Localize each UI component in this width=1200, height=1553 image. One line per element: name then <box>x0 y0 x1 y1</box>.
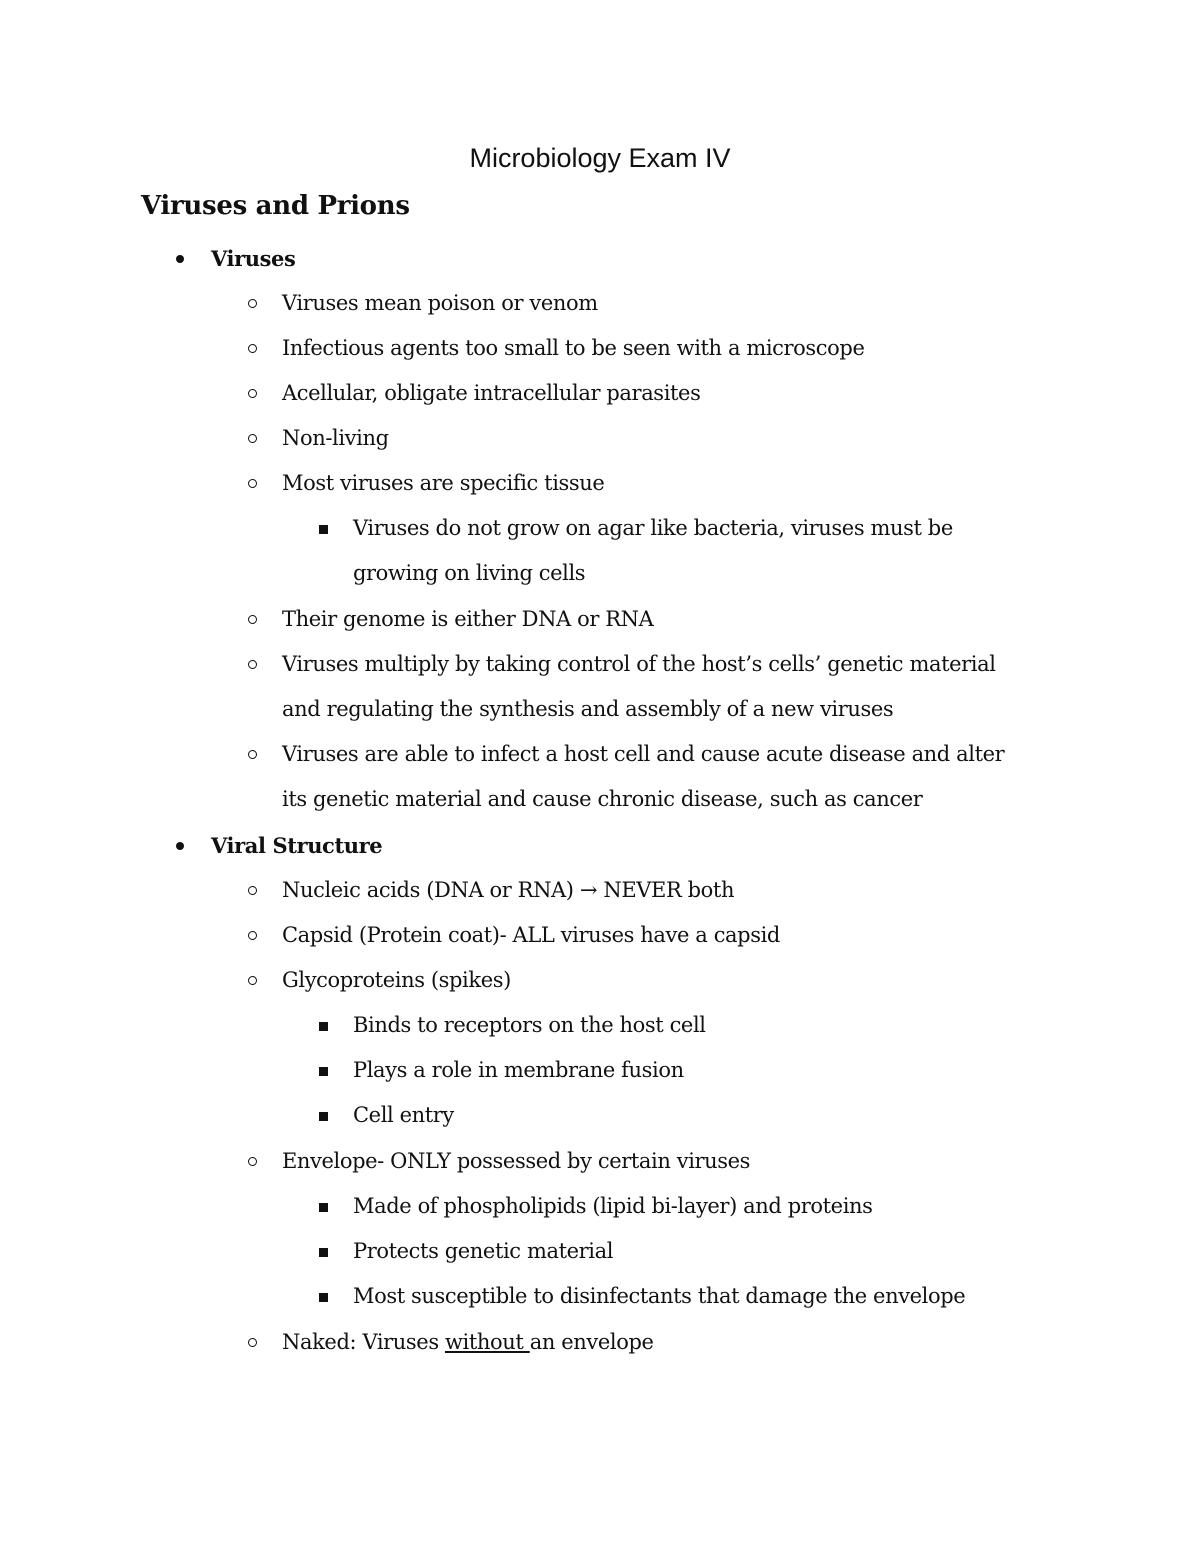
list-item: Their genome is either DNA or RNA <box>282 607 654 631</box>
list-item: Protects genetic material <box>353 1239 614 1263</box>
circle-bullet-icon <box>248 1157 257 1166</box>
list-item-continuation: its genetic material and cause chronic disease, such as cancer <box>282 787 923 811</box>
square-bullet-icon <box>319 1067 328 1076</box>
disc-bullet-icon <box>176 255 184 263</box>
list-item: Binds to receptors on the host cell <box>353 1013 706 1037</box>
circle-bullet-icon <box>248 886 257 895</box>
circle-bullet-icon <box>248 931 257 940</box>
list-item: Nucleic acids (DNA or RNA) → NEVER both <box>282 878 735 902</box>
naked-suffix: an envelope <box>529 1330 654 1354</box>
list-item: Viruses multiply by taking control of the host’s cells’ genetic material <box>282 652 996 676</box>
square-bullet-icon <box>319 1203 328 1212</box>
circle-bullet-icon <box>248 1338 257 1347</box>
circle-bullet-icon <box>248 344 257 353</box>
disc-bullet-icon <box>176 842 184 850</box>
naked-underlined-word: without <box>444 1330 530 1354</box>
list-item: Cell entry <box>353 1103 454 1127</box>
circle-bullet-icon <box>248 615 257 624</box>
circle-bullet-icon <box>248 976 257 985</box>
list-item-continuation: and regulating the synthesis and assembly of a new viruses <box>282 697 894 721</box>
square-bullet-icon <box>319 1248 328 1257</box>
square-bullet-icon <box>319 525 328 534</box>
list-item: Viruses are able to infect a host cell and cause acute disease and alter <box>282 742 1005 766</box>
list-item: Viruses mean poison or venom <box>282 291 598 315</box>
list-item: Envelope- ONLY possessed by certain viruses <box>282 1149 751 1173</box>
list-item: Plays a role in membrane fusion <box>353 1058 684 1082</box>
list-item: Most viruses are specific tissue <box>282 471 605 495</box>
list-item-viruses: Viruses <box>211 246 296 271</box>
section-heading: Viruses and Prions <box>141 191 410 221</box>
list-item: Infectious agents too small to be seen with a microscope <box>282 336 865 360</box>
list-item: Acellular, obligate intracellular parasites <box>282 381 701 405</box>
list-item: Viruses do not grow on agar like bacteria, viruses must be <box>353 516 953 540</box>
circle-bullet-icon <box>248 479 257 488</box>
circle-bullet-icon <box>248 434 257 443</box>
page-title: Microbiology Exam IV <box>469 143 731 173</box>
square-bullet-icon <box>319 1022 328 1031</box>
circle-bullet-icon <box>248 299 257 308</box>
list-item: Capsid (Protein coat)- ALL viruses have a capsid <box>282 923 780 947</box>
naked-prefix: Naked: Viruses <box>282 1330 445 1354</box>
list-item: Non-living <box>282 426 389 450</box>
circle-bullet-icon <box>248 660 257 669</box>
list-item-continuation: growing on living cells <box>353 561 586 585</box>
list-item: Made of phospholipids (lipid bi-layer) and proteins <box>353 1194 873 1218</box>
square-bullet-icon <box>319 1293 328 1302</box>
list-item-viral-structure: Viral Structure <box>211 833 383 858</box>
list-item-naked <box>282 1320 654 1365</box>
square-bullet-icon <box>319 1112 328 1121</box>
list-item: Glycoproteins (spikes) <box>282 968 511 992</box>
circle-bullet-icon <box>248 389 257 398</box>
list-item: Most susceptible to disinfectants that damage the envelope <box>353 1284 966 1308</box>
circle-bullet-icon <box>248 750 257 759</box>
